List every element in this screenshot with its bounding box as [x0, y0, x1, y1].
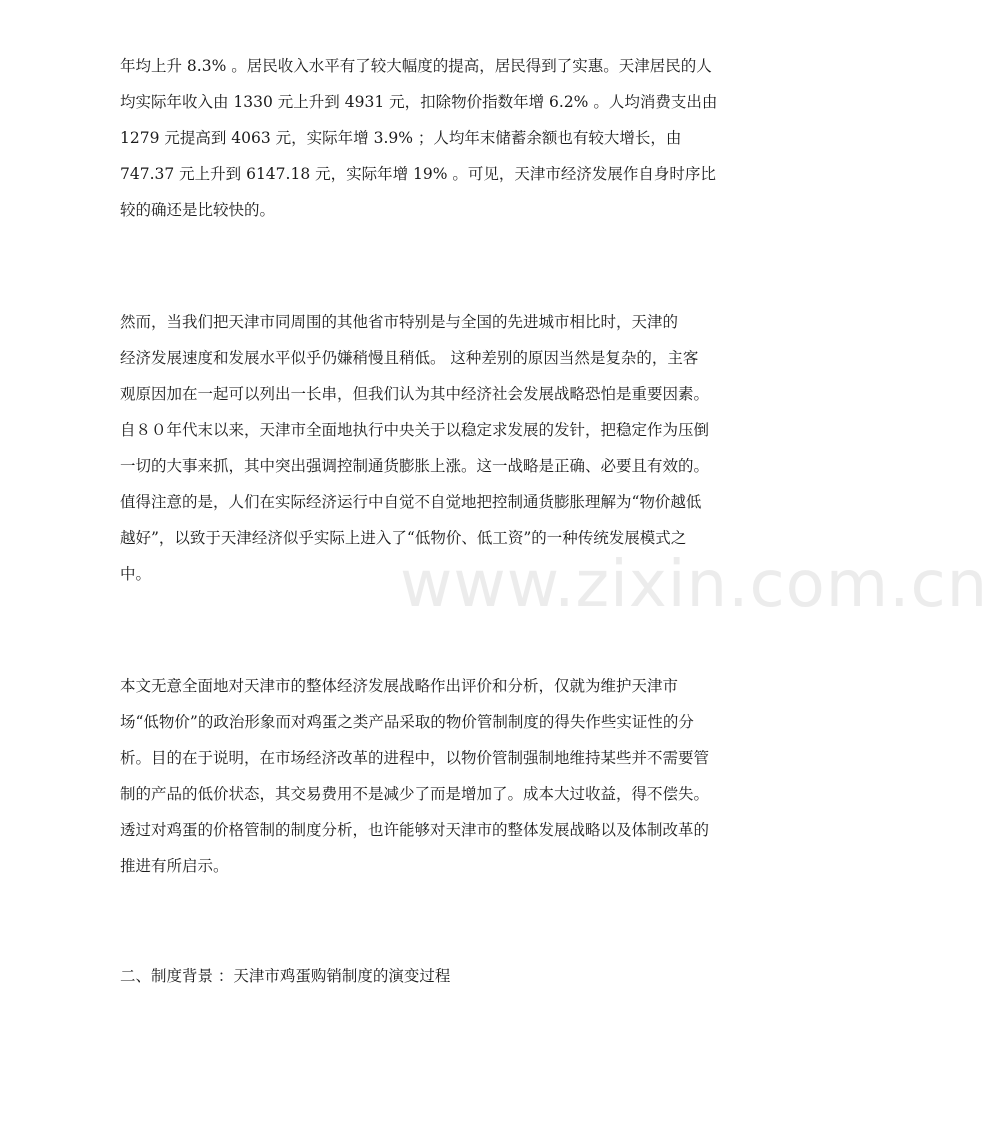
paragraph-line: 较的确还是比较快的。 [120, 201, 276, 219]
paragraph-line: 观原因加在一起可以列出一长串，但我们认为其中经济社会发展战略恐怕是重要因素。 [120, 385, 710, 403]
paragraph-line: 747.37 元上升到 6147.18 元，实际年增 19% 。可见，天津市经济发展作自身时序比 [120, 165, 716, 183]
paragraph-line: 自８０年代末以来，天津市全面地执行中央关于以稳定求发展的发针，把稳定作为压倒 [120, 421, 710, 439]
paragraph-line: 年均上升 8.3% 。居民收入水平有了较大幅度的提高，居民得到了实惠。天津居民的人 [120, 57, 712, 75]
paragraph-line: 本文无意全面地对天津市的整体经济发展战略作出评价和分析，仅就为维护天津市 [120, 677, 679, 695]
paragraph-line: 中。 [120, 565, 152, 583]
section-heading: 二、制度背景 ：天津市鸡蛋购销制度的演变过程 [120, 967, 451, 985]
paragraph-line: 越好”，以致于天津经济似乎实际上进入了“低物价、低工资”的一种传统发展模式之 [120, 529, 687, 547]
paragraph-line: 推进有所启示。 [120, 857, 229, 875]
paragraph-line: 透过对鸡蛋的价格管制的制度分析，也许能够对天津市的整体发展战略以及体制改革的 [120, 821, 710, 839]
paragraph-line: 析。目的在于说明，在市场经济改革的进程中，以物价管制强制地维持某些并不需要管 [120, 749, 710, 767]
paragraph-line: 均实际年收入由 1330 元上升到 4931 元，扣除物价指数年增 6.2% 。人均消费支出由 [120, 93, 718, 111]
paragraph-line: 然而，当我们把天津市同周围的其他省市特别是与全国的先进城市相比时，天津的 [120, 313, 679, 331]
paragraph-line: 场“低物价”的政治形象而对鸡蛋之类产品采取的物价管制制度的得失作些实证性的分 [120, 713, 694, 731]
paragraph-line: 经济发展速度和发展水平似乎仍嫌稍慢且稍低。 这种差别的原因当然是复杂的，主客 [120, 349, 699, 367]
paragraph-line: 制的产品的低价状态，其交易费用不是减少了而是增加了。成本大过收益，得不偿失。 [120, 785, 710, 803]
paragraph-line: 值得注意的是，人们在实际经济运行中自觉不自觉地把控制通货膨胀理解为“物价越低 [120, 493, 702, 511]
paragraph-line: 1279 元提高到 4063 元，实际年增 3.9% ；人均年末储蓄余额也有较大增长，由 [120, 129, 682, 147]
watermark-text: www.zixin.com.cn [400, 548, 988, 622]
paragraph-line: 一切的大事来抓，其中突出强调控制通货膨胀上涨。这一战略是正确、必要且有效的。 [120, 457, 710, 475]
